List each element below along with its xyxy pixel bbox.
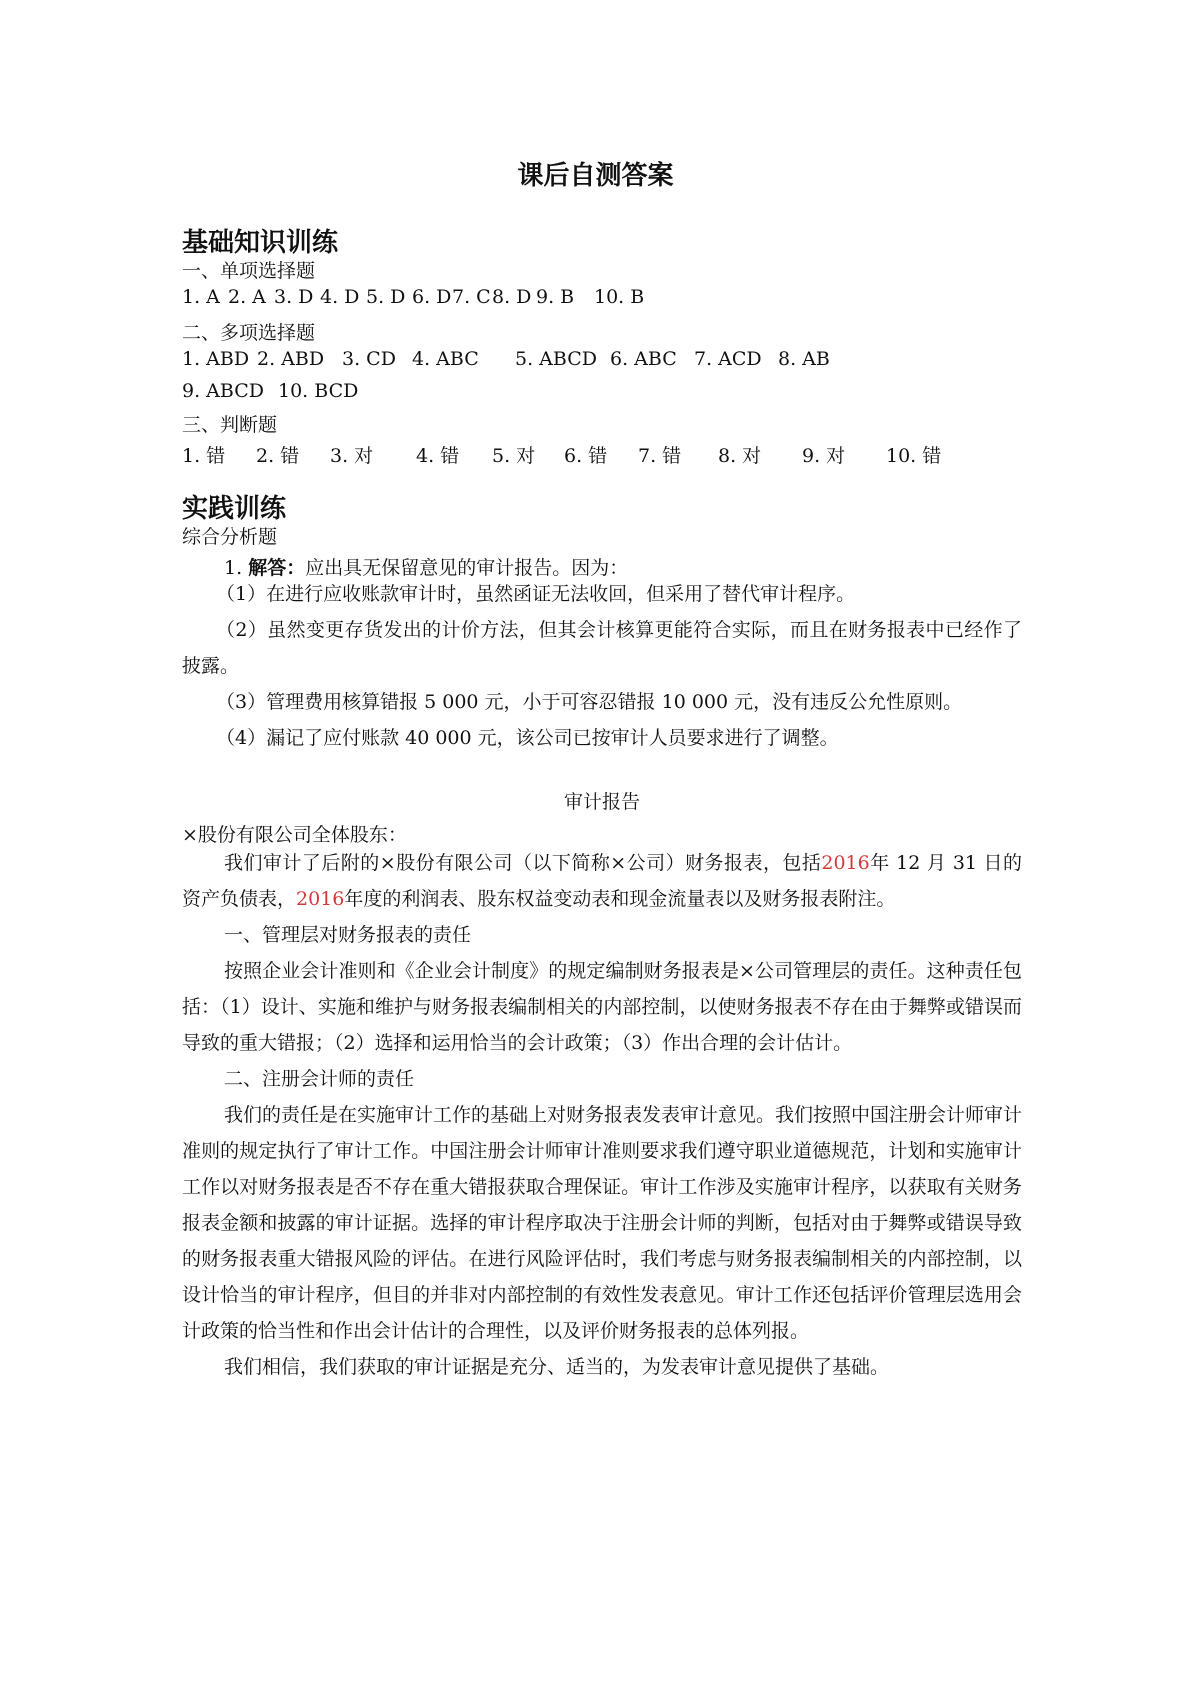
answer-item: 6. D (412, 286, 452, 308)
intro-text: 年度的利润表、股东权益变动表和现金流量表以及财务报表附注。 (344, 888, 896, 910)
answer-item: 3. CD (342, 348, 396, 370)
section-heading-basic: 基础知识训练 (182, 228, 339, 258)
answer-item: 9. 对 (802, 445, 846, 467)
cpa-heading: 二、注册会计师的责任 (224, 1068, 415, 1090)
answer-item: 2. A (228, 286, 266, 308)
year-highlight: 2016 (296, 888, 345, 910)
answer-item: 5. 对 (492, 445, 536, 467)
reason-item: （4）漏记了应付账款 40 000 元，该公司已按审计人员要求进行了调整。 (216, 727, 839, 749)
answer-item: 8. AB (778, 348, 830, 370)
section-heading-practice: 实践训练 (182, 494, 287, 524)
answer-item: 6. ABC (610, 348, 677, 370)
intro-text: 我们审计了后附的×股份有限公司（以下简称×公司）财务报表，包括 (224, 852, 822, 874)
answer-item: 7. 错 (638, 445, 682, 467)
report-addressee: ×股份有限公司全体股东： (182, 824, 407, 846)
answer-bold-label: 解答： (248, 557, 306, 579)
answer-item: 4. ABC (412, 348, 479, 370)
report-body (182, 845, 1022, 1385)
answer-item: 1. 错 (182, 445, 226, 467)
answer-item: 3. D (274, 286, 314, 308)
answer-summary: 应出具无保留意见的审计报告。因为： (305, 557, 629, 579)
answer-item: 8. 对 (718, 445, 762, 467)
answer-item: 1. ABD (182, 348, 250, 370)
answer-item: 10. B (594, 286, 645, 308)
question-number: 1. (224, 557, 243, 579)
single-choice-label: 一、单项选择题 (182, 260, 316, 282)
answer-item: 3. 对 (330, 445, 374, 467)
page-title: 课后自测答案 (517, 161, 674, 191)
answer-item: 5. ABCD (515, 348, 597, 370)
answer-item: 4. D (320, 286, 360, 308)
answer-item: 9. ABCD (182, 380, 264, 402)
reason-item: （1）在进行应收账款审计时，虽然函证无法收回，但采用了替代审计程序。 (216, 583, 856, 605)
multi-choice-answers-row2 (182, 380, 1022, 402)
answer-item: 7. ACD (694, 348, 762, 370)
true-false-label: 三、判断题 (182, 414, 278, 436)
cpa-responsibility: 我们的责任是在实施审计工作的基础上对财务报表发表审计意见。我们按照中国注册会计师审计准则的规定执行了审计工作。中国注册会计师审计准则要求我们遵守职业道德规范，计划和实施审计工作以对财务报表是否不存在重大错报获取合理保证。审计工作涉及实施审计程序，以获取有关财务报表金额和披露的审计证据。选择的审计程序取决于注册会计师的判断，包括对由于舞弊或错误导致的财务报表重大错报风险的评估。在进行风险评估时，我们考虑与财务报表编制相关的内部控制，以设计恰当的审计程序，但目的并非对内部控制的有效性发表意见。审计工作还包括评价管理层选用会计政策的恰当性和作出会计估计的合理性，以及评价财务报表的总体列报。 (182, 1104, 1023, 1342)
reasons-list (182, 576, 1022, 756)
answer-item: 4. 错 (416, 445, 460, 467)
answer-item: 8. D (492, 286, 532, 308)
answer-item: 6. 错 (564, 445, 608, 467)
analysis-label: 综合分析题 (182, 526, 278, 548)
multi-choice-label: 二、多项选择题 (182, 322, 316, 344)
intro-text: 年 12 月 31 日的资产负债表， (182, 852, 1022, 910)
answer-item: 5. D (366, 286, 406, 308)
single-choice-answers (182, 286, 1022, 308)
true-false-answers (182, 441, 1022, 468)
multi-choice-answers-row1 (182, 348, 1022, 370)
reason-item: （3）管理费用核算错报 5 000 元，小于可容忍错报 10 000 元，没有违反公允性原则。 (216, 691, 963, 713)
answer-item: 9. B (536, 286, 575, 308)
report-title: 审计报告 (563, 791, 640, 813)
management-responsibility: 按照企业会计准则和《企业会计制度》的规定编制财务报表是×公司管理层的责任。这种责任包括：（1）设计、实施和维护与财务报表编制相关的内部控制，以使财务报表不存在由于舞弊或错误而导致的重大错报；（2）选择和运用恰当的会计政策；（3）作出合理的会计估计。 (182, 960, 1022, 1054)
answer-item: 10. 错 (886, 445, 942, 467)
answer-item: 2. 错 (256, 445, 300, 467)
report-intro (182, 845, 1022, 917)
belief-statement: 我们相信，我们获取的审计证据是充分、适当的，为发表审计意见提供了基础。 (224, 1356, 890, 1378)
answer-item: 1. A (182, 286, 220, 308)
reason-item: （2）虽然变更存货发出的计价方法，但其会计核算更能符合实际，而且在财务报表中已经作了披露。 (182, 619, 1022, 677)
management-heading: 一、管理层对财务报表的责任 (224, 924, 472, 946)
answer-item: 10. BCD (278, 380, 359, 402)
year-highlight: 2016 (821, 852, 870, 874)
answer-item: 2. ABD (257, 348, 325, 370)
answer-item: 7. C (452, 286, 491, 308)
